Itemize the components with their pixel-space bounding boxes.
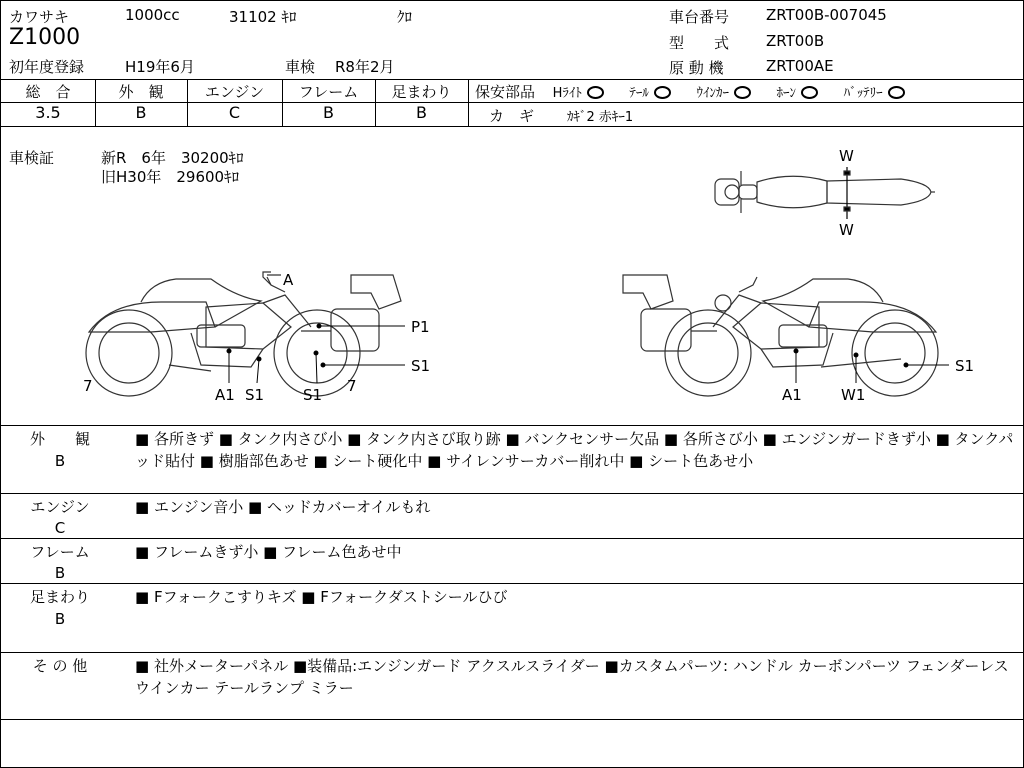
section-text: ■ 社外メーターパネル ■装備品:エンジンガード アクスルスライダー ■カスタムパーツ: ハンドル カーボンパーツ フェンダーレス ウインカー テールランプ ミラー xyxy=(135,657,1009,697)
section-text: ■ フレームきず小 ■ フレーム色あせ中 xyxy=(135,543,402,561)
color: ｸﾛ xyxy=(397,8,413,26)
divider xyxy=(468,79,469,126)
first-registration: H19年6月 xyxy=(125,58,195,76)
engine-type-label: 原 動 機 xyxy=(669,59,724,77)
inspection-label: 車検 xyxy=(285,58,316,76)
section-text: ■ Fフォークこすりキズ ■ Fフォークダストシールひび xyxy=(135,588,508,606)
damage-label: A1 xyxy=(215,386,235,404)
model-name: Z1000 xyxy=(9,25,81,50)
key-label: カ ギ xyxy=(489,107,535,125)
engine-type: ZRT00AE xyxy=(766,57,834,75)
damage-label: S1 xyxy=(411,357,431,375)
damage-label: W1 xyxy=(841,386,866,404)
key-value: ｶｷﾞ2 赤ｷｰ1 xyxy=(567,110,634,125)
grade-value: B xyxy=(416,103,427,122)
section-label: そ の 他 xyxy=(32,657,88,675)
section-grade: B xyxy=(54,452,66,470)
first-registration-label: 初年度登録 xyxy=(9,58,85,76)
ok-circle-icon xyxy=(587,86,604,99)
grade-suspension xyxy=(375,80,468,127)
cert-old: 旧H30年 29600ｷﾛ xyxy=(101,168,240,186)
frame-number: ZRT00B-007045 xyxy=(766,6,887,24)
section-text: ■ エンジン音小 ■ ヘッドカバーオイルもれ xyxy=(135,498,431,516)
grade-overall xyxy=(1,80,95,127)
grade-label: 外 観 xyxy=(118,83,164,101)
section-text: ■ 各所きず ■ タンク内さび小 ■ タンク内さび取り跡 ■ バンクセンサー欠品 ■ 各所さび小 ■ エンジンガードきず小 ■ タンクパッド貼付 ■ 樹脂部色あせ ■ シート硬化中 ■ サイレンサーカバー削れ中 ■ シート色あせ小 xyxy=(135,430,1014,470)
section-label: 足まわり xyxy=(29,588,90,606)
divider xyxy=(1,652,1023,653)
grade-label: 足まわり xyxy=(391,83,452,101)
frame-number-label: 車台番号 xyxy=(669,8,730,26)
maker: カワサキ xyxy=(9,8,70,26)
safety-item-battery: ﾊﾞｯﾃﾘｰ xyxy=(843,86,883,101)
divider xyxy=(1,493,1023,494)
grade-engine xyxy=(187,80,282,127)
model-type-label: 型 式 xyxy=(669,34,730,52)
bike-right-view xyxy=(623,275,938,396)
grade-label: エンジン xyxy=(204,83,265,101)
grade-value: 3.5 xyxy=(35,103,61,122)
damage-label: 7 xyxy=(83,377,93,395)
safety-item-tail: ﾃｰﾙ xyxy=(629,86,649,101)
safety-parts-row xyxy=(475,81,909,102)
ok-circle-icon xyxy=(888,86,905,99)
safety-parts-label: 保安部品 xyxy=(475,83,536,101)
ok-circle-icon xyxy=(654,86,671,99)
ok-circle-icon xyxy=(801,86,818,99)
ok-circle-icon xyxy=(734,86,751,99)
damage-label: 7 xyxy=(347,377,357,395)
damage-label: A1 xyxy=(782,386,802,404)
cert-new: 新R 6年 30200ｷﾛ xyxy=(101,149,244,167)
grade-value: B xyxy=(323,103,334,122)
damage-label: P1 xyxy=(411,318,430,336)
displacement: 1000cc xyxy=(125,6,180,24)
section-label: 外 観 xyxy=(29,430,90,448)
grade-label: フレーム xyxy=(298,83,359,101)
grade-frame xyxy=(282,80,375,127)
cert-label: 車検証 xyxy=(9,149,55,167)
damage-label: S1 xyxy=(955,357,975,375)
grade-value: B xyxy=(135,103,147,122)
safety-item-horn: ﾎｰﾝ xyxy=(776,86,797,101)
damage-label: S1 xyxy=(303,386,323,404)
divider xyxy=(1,583,1023,584)
divider xyxy=(1,719,1023,720)
damage-label: A xyxy=(283,271,294,289)
grade-label: 総 合 xyxy=(25,83,71,101)
damage-label-top-w: W xyxy=(839,221,854,239)
divider xyxy=(1,425,1023,426)
grade-exterior xyxy=(95,80,187,127)
model-type: ZRT00B xyxy=(766,32,825,50)
divider xyxy=(468,102,1023,103)
section-grade: C xyxy=(54,519,66,537)
damage-label: S1 xyxy=(245,386,265,404)
section-label: エンジン xyxy=(30,498,90,516)
section-grade: B xyxy=(54,610,66,628)
grade-value: C xyxy=(228,103,241,122)
safety-item-headlight: Hﾗｲﾄ xyxy=(552,86,582,101)
bike-diagram xyxy=(1,127,1023,425)
safety-item-winker: ｳｲﾝｶｰ xyxy=(696,86,729,101)
mileage: 31102 ｷﾛ xyxy=(229,8,297,26)
inspection-expiry: R8年2月 xyxy=(335,58,395,76)
section-grade: B xyxy=(54,564,66,582)
section-label: フレーム xyxy=(30,543,90,561)
divider xyxy=(1,538,1023,539)
damage-label-top-w: W xyxy=(839,147,854,165)
bike-top-view xyxy=(715,167,935,219)
